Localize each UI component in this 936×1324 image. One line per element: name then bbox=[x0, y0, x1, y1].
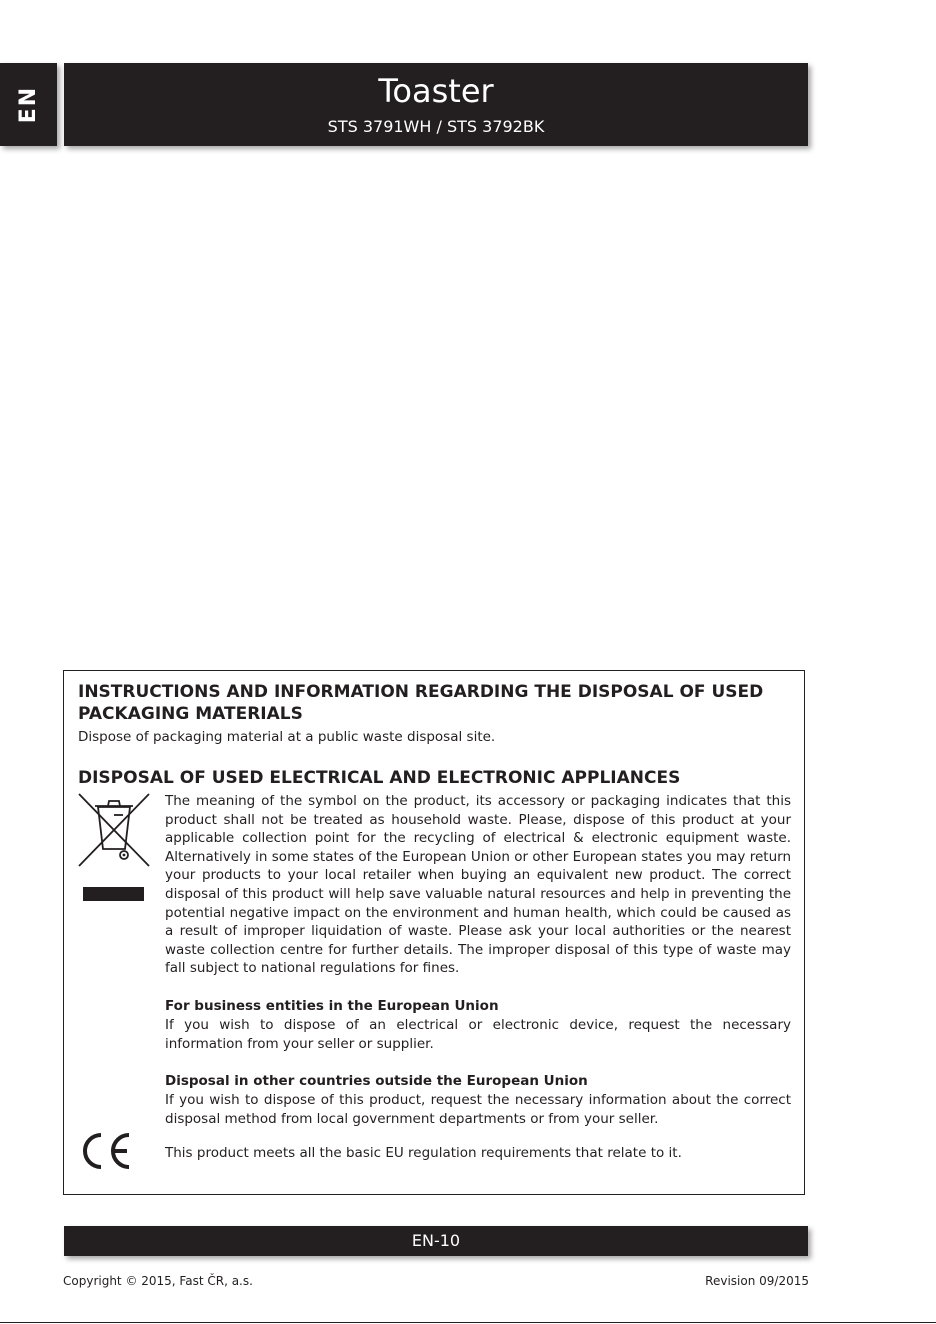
language-tab-label: EN bbox=[15, 85, 41, 124]
ce-text: This product meets all the basic EU regulation requirements that relate to it. bbox=[165, 1145, 682, 1161]
page-number: EN-10 bbox=[411, 1231, 461, 1250]
outside-eu-text: If you wish to dispose of this product, request the necessary information about the correct disposal method from local government departments or from your seller. bbox=[165, 1092, 791, 1127]
weee-solid-bar bbox=[83, 887, 144, 901]
revision-label: Revision 09/2015 bbox=[705, 1274, 809, 1288]
packaging-heading: INSTRUCTIONS AND INFORMATION REGARDING THE DISPOSAL OF USED PACKAGING MATERIALS bbox=[78, 682, 764, 724]
disposal-information-box bbox=[63, 670, 805, 1195]
weee-text: The meaning of the symbol on the product, its accessory or packaging indicates that this product shall not be treated as household waste. Please, dispose of this product at your applicable collection point for the recycling of electrical & electronic equipment waste. Alternatively in some states of the European Union or other European states you may return your products to your local retailer when buying an equivalent new product. The correct disposal of this product will help save valuable natural resources and help in preventing the potential negative impact on the environment and human health, which could be caused as a result of improper liquidation of waste. Please ask your local authorities or the nearest waste collection centre for further details. The improper disposal of this type of waste may fall subject to national regulations for fines. bbox=[165, 793, 791, 977]
header-banner bbox=[64, 63, 808, 146]
weee-heading: DISPOSAL OF USED ELECTRICAL AND ELECTRONIC APPLIANCES bbox=[78, 768, 681, 788]
document-title: Toaster bbox=[378, 72, 494, 110]
ce-mark-icon bbox=[78, 1131, 132, 1171]
packaging-text: Dispose of packaging material at a public waste disposal site. bbox=[78, 729, 496, 745]
copyright-notice: Copyright © 2015, Fast ČR, a.s. bbox=[63, 1274, 253, 1288]
page-number-bar bbox=[64, 1226, 808, 1256]
crossed-out-wheelie-bin-icon bbox=[78, 793, 150, 867]
outside-eu-heading: Disposal in other countries outside the European Union bbox=[165, 1073, 588, 1089]
model-numbers: STS 3791WH / STS 3792BK bbox=[327, 117, 545, 136]
business-text: If you wish to dispose of an electrical or electronic device, request the necessary information from your seller or supplier. bbox=[165, 1017, 791, 1052]
bottom-divider bbox=[0, 1322, 936, 1323]
language-tab bbox=[0, 63, 57, 146]
business-heading: For business entities in the European Union bbox=[165, 998, 499, 1014]
